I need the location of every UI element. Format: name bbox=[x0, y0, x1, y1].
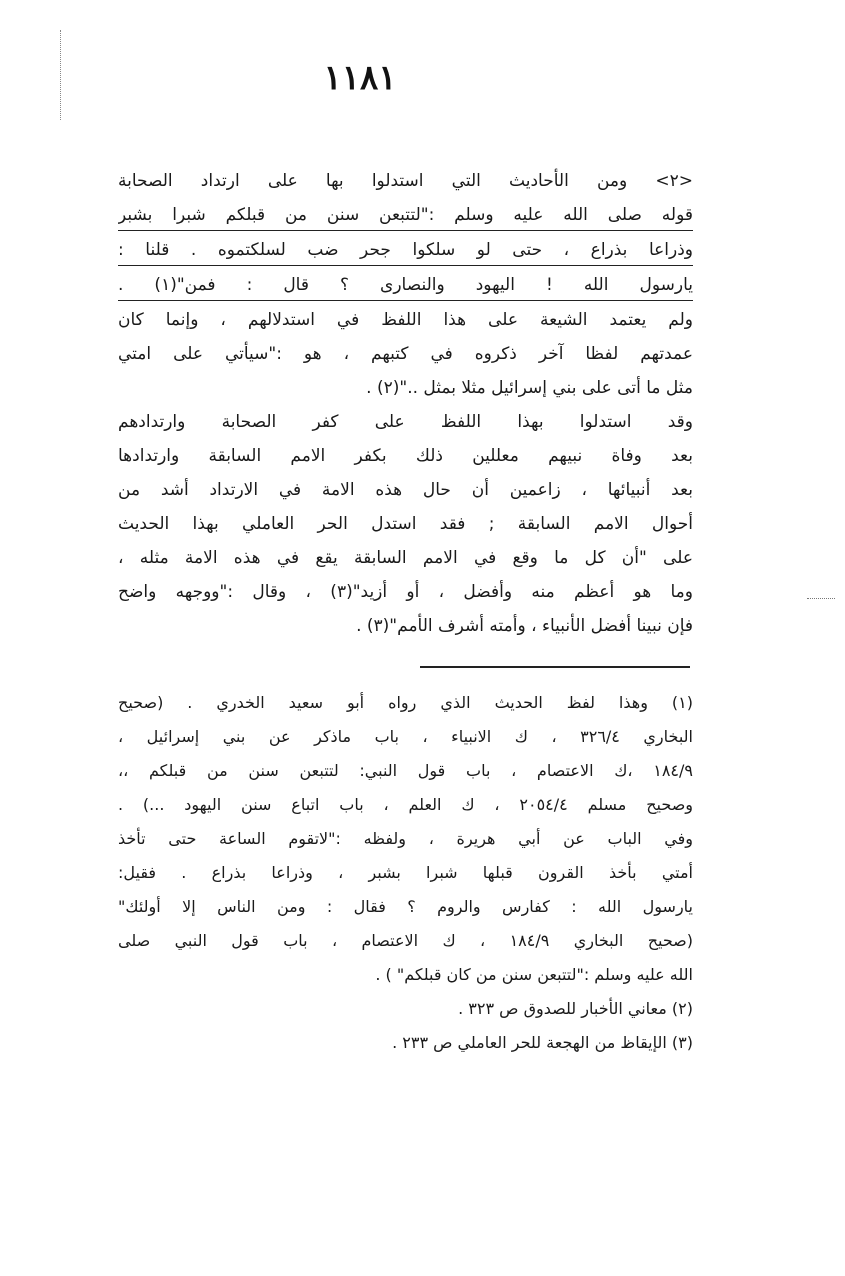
body-line-underlined: قوله صلى الله عليه وسلم :"لتتبعن سنن من قبلكم شبرا بشبر bbox=[118, 198, 693, 231]
footnotes bbox=[118, 686, 693, 1060]
body-line: بعد وفاة نبيهم معللين ذلك بكفر الامم السابقة وارتدادها bbox=[118, 446, 693, 466]
footnote-line: (صحيح البخاري ١٨٤/٩ ، ك الاعتصام ، باب قول النبي صلى bbox=[118, 931, 693, 950]
footnote-line: (٢) معاني الأخبار للصدوق ص ٣٢٣ . bbox=[458, 999, 693, 1018]
body-line: <٢> ومن الأحاديث التي استدلوا بها على ارتداد الصحابة bbox=[118, 171, 693, 191]
body-line: عمدتهم لفظا آخر ذكروه في كتبهم ، هو :"سيأتي على امتي bbox=[118, 344, 693, 364]
footnote-line: البخاري ٣٢٦/٤ ، ك الانبياء ، باب ماذكر عن بني إسرائيل ، bbox=[118, 727, 693, 746]
footnote-line: الله عليه وسلم :"لتتبعن سنن من كان قبلكم" ) . bbox=[375, 965, 693, 984]
body-line: وقد استدلوا بهذا اللفظ على كفر الصحابة وارتدادهم bbox=[118, 412, 693, 432]
margin-scan-marks bbox=[60, 30, 62, 120]
main-body-text bbox=[118, 164, 693, 643]
body-line-underlined: وذراعا بذراع ، حتى لو سلكوا جحر ضب لسلكتموه . قلنا : bbox=[118, 233, 693, 266]
footnote-line: وصحيح مسلم ٢٠٥٤/٤ ، ك العلم ، باب اتباع سنن اليهود ...) . bbox=[118, 795, 693, 814]
body-line: ولم يعتمد الشيعة على هذا اللفظ في استدلالهم ، وإنما كان bbox=[118, 310, 693, 330]
footnote-line: أمتي بأخذ القرون قبلها شبرا بشبر ، وذراعا بذراع . فقيل: bbox=[118, 863, 693, 882]
body-line: أحوال الامم السابقة ; فقد استدل الحر العاملي بهذا الحديث bbox=[118, 514, 693, 534]
body-line: بعد أنبيائها ، زاعمين أن حال هذه الامة في الارتداد أشد من bbox=[118, 480, 693, 500]
body-line: على "أن كل ما وقع في الامم السابقة يقع في هذه الامة مثله ، bbox=[118, 548, 693, 568]
footnote-line: (٣) الإيقاظ من الهجعة للحر العاملي ص ٢٣٣ . bbox=[392, 1033, 693, 1052]
footnote-line: يارسول الله : كفارس والروم ؟ فقال : ومن الناس إلا أولئك" bbox=[118, 897, 693, 916]
body-line: فإن نبينا أفضل الأنبياء ، وأمته أشرف الأمم"(٣) . bbox=[356, 616, 693, 636]
body-line-underlined: يارسول الله ! اليهود والنصارى ؟ قال : فمن"(١) . bbox=[118, 268, 693, 301]
page-number: ١١٨١ bbox=[323, 58, 397, 98]
side-scan-mark bbox=[807, 598, 835, 600]
footnote-line: وفي الباب عن أبي هريرة ، ولفظه :"لاتقوم الساعة حتى تأخذ bbox=[118, 829, 693, 848]
footnote-line: ١٨٤/٩ ،ك الاعتصام ، باب قول النبي: لتتبعن سنن من قبلكم ،، bbox=[118, 761, 693, 780]
body-line: مثل ما أتى على بني إسرائيل مثلا بمثل .."(٢) . bbox=[366, 378, 693, 398]
footnote-separator bbox=[420, 666, 690, 668]
footnote-line: (١) وهذا لفظ الحديث الذي رواه أبو سعيد الخدري . (صحيح bbox=[118, 693, 693, 712]
body-line: وما هو أعظم منه وأفضل ، أو أزيد"(٣) ، وقال :"ووجهه واضح bbox=[118, 582, 693, 602]
